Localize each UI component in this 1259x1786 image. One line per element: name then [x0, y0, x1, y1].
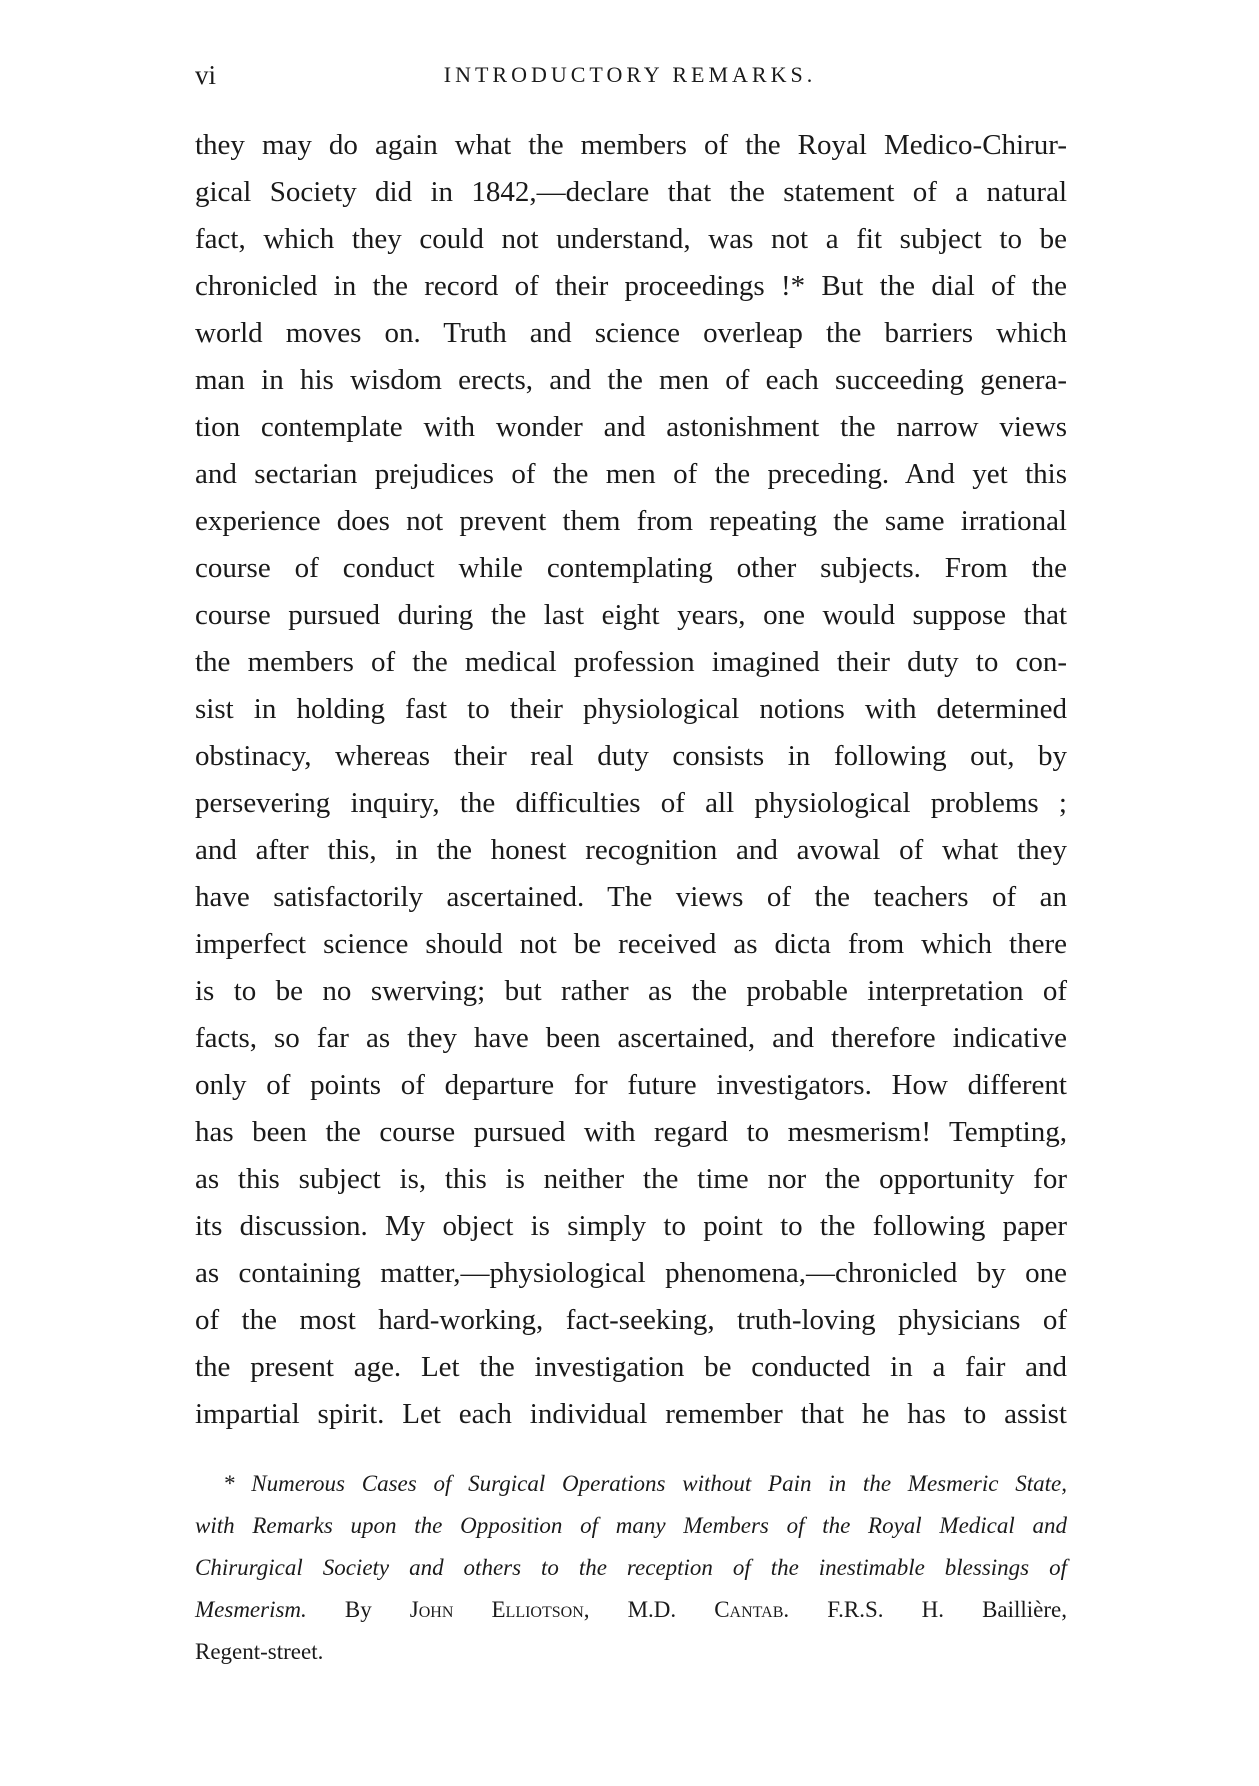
footnote-publisher: H. Baillière, [921, 1597, 1067, 1622]
footnote-line: Chirurgical Society and others to the reception of the inestimable blessings of [195, 1555, 1067, 1580]
text-line: imperfect science should not be received as dicta from which there [195, 928, 1067, 960]
footnote-line: * Numerous Cases of Surgical Operations without Pain in the Mesmeric State, [223, 1471, 1067, 1496]
text-line: experience does not prevent them from repeating the same irrational [195, 505, 1067, 537]
running-title: INTRODUCTORY REMARKS. [443, 62, 817, 87]
text-line: have satisfactorily ascertained. The views of the teachers of an [195, 881, 1067, 913]
text-line: the members of the medical profession imagined their duty to con- [195, 646, 1067, 678]
body-paragraph [195, 122, 1067, 1438]
text-line: they may do again what the members of the Royal Medico-Chirur- [195, 129, 1067, 161]
footnote-author: John Elliotson, M.D. Cantab. F.R.S. [409, 1597, 884, 1622]
text-line: as containing matter,—physiological phenomena,—chronicled by one [195, 1257, 1067, 1289]
text-line: is to be no swerving; but rather as the probable interpretation of [195, 975, 1067, 1007]
text-line: tion contemplate with wonder and astonishment the narrow views [195, 411, 1067, 443]
page-header [195, 60, 1065, 100]
page-number: vi [195, 60, 217, 90]
text-line: fact, which they could not understand, was not a fit subject to be [195, 223, 1067, 255]
footnote [195, 1463, 1067, 1673]
text-line: and after this, in the honest recognition and avowal of what they [195, 834, 1067, 866]
text-line: has been the course pursued with regard to mesmerism! Tempting, [195, 1116, 1067, 1148]
text-line: course pursued during the last eight years, one would suppose that [195, 599, 1067, 631]
footnote-line [195, 1589, 1067, 1631]
text-line: and sectarian prejudices of the men of the preceding. And yet this [195, 458, 1067, 490]
text-line: sist in holding fast to their physiological notions with determined [195, 693, 1067, 725]
footnote-line: Regent-street. [195, 1639, 324, 1664]
text-line: of the most hard-working, fact-seeking, truth-loving physicians of [195, 1304, 1067, 1336]
text-line: its discussion. My object is simply to point to the following paper [195, 1210, 1067, 1242]
footnote-by: By [344, 1597, 372, 1622]
text-line: obstinacy, whereas their real duty consists in following out, by [195, 740, 1067, 772]
text-line: the present age. Let the investigation be conducted in a fair and [195, 1351, 1067, 1383]
text-line: man in his wisdom erects, and the men of each succeeding genera- [195, 364, 1067, 396]
text-line: only of points of departure for future investigators. How different [195, 1069, 1067, 1101]
text-line: persevering inquiry, the difficulties of all physiological problems ; [195, 787, 1067, 819]
text-line: world moves on. Truth and science overleap the barriers which [195, 317, 1067, 349]
text-line: facts, so far as they have been ascertained, and therefore indicative [195, 1022, 1067, 1054]
text-line: chronicled in the record of their proceedings !* But the dial of the [195, 270, 1067, 302]
text-line: as this subject is, this is neither the time nor the opportunity for [195, 1163, 1067, 1195]
text-line: gical Society did in 1842,—declare that the statement of a natural [195, 176, 1067, 208]
footnote-line: with Remarks upon the Opposition of many Members of the Royal Medical and [195, 1513, 1067, 1538]
text-line: course of conduct while contemplating other subjects. From the [195, 552, 1067, 584]
footnote-title-end: Mesmerism. [195, 1597, 307, 1622]
text-line: impartial spirit. Let each individual remember that he has to assist [195, 1398, 1067, 1430]
